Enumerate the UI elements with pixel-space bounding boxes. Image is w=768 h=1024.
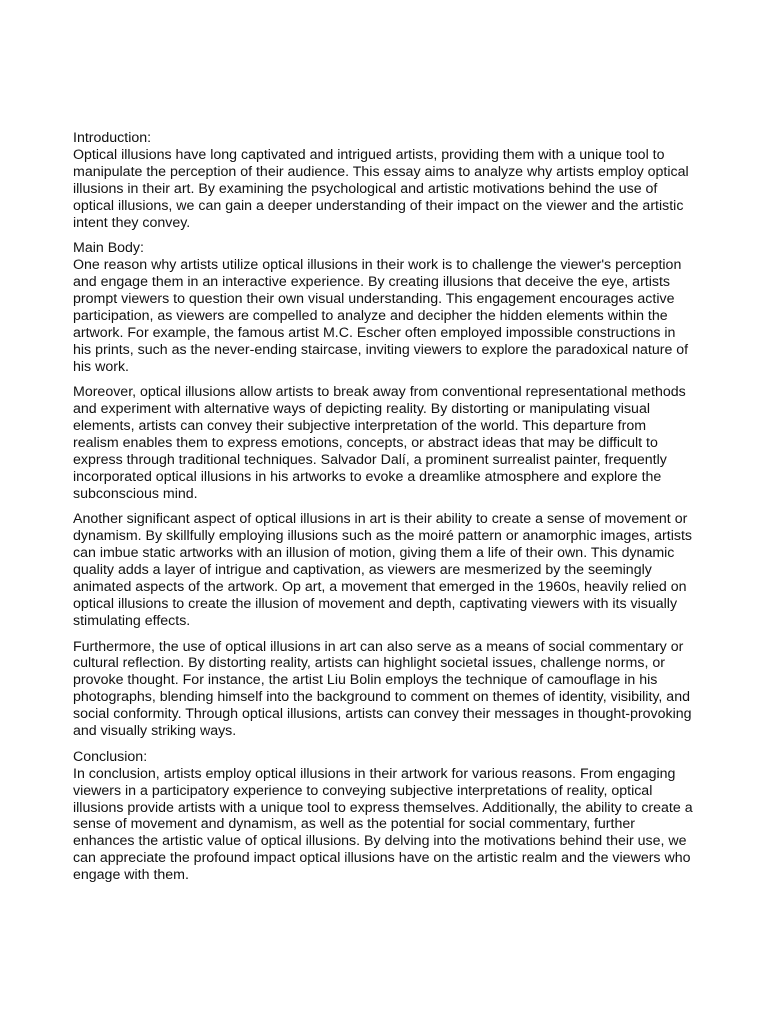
introduction-section	[73, 130, 695, 231]
main-body-heading: Main Body:	[73, 240, 144, 257]
conclusion-text: In conclusion, artists employ optical illusions in their artwork for various reasons. From engaging viewers in a participatory experience to conveying subjective interpretations of reality, optical illusions provide artists with a unique tool to express themselves. Additionally, the ability to create a sense of movement and dynamism, as well as the potential for social commentary, further enhances the artistic value of optical illusions. By delving into the motivations behind their use, we can appreciate the profound impact optical illusions have on the artistic realm and the viewers who engage with them.	[73, 765, 693, 884]
main-body-paragraph-2: Moreover, optical illusions allow artists to break away from conventional representational methods and experiment with alternative ways of depicting reality. By distorting or manipulating visual elements, artists can convey their subjective interpretation of the world. This departure from realism enables them to express emotions, concepts, or abstract ideas that may be difficult to express through traditional techniques. Salvador Dalí, a prominent surrealist painter, frequently incorporated optical illusions in his artworks to evoke a dreamlike atmosphere and explore the subconscious mind.	[73, 384, 686, 502]
main-body-paragraph-1: One reason why artists utilize optical illusions in their work is to challenge the viewer's perception and engage them in an interactive experience. By creating illusions that deceive the eye, artists prompt viewers to question their own visual understanding. This engagement encourages active participation, as viewers are compelled to analyze and decipher the hidden elements within the artwork. For example, the famous artist M.C. Escher often employed impossible constructions in his prints, such as the never-ending staircase, inviting viewers to explore the paradoxical nature of his work.	[73, 257, 689, 375]
conclusion-heading: Conclusion:	[73, 748, 148, 765]
conclusion-section	[73, 749, 695, 884]
introduction-text: Optical illusions have long captivated and intrigued artists, providing them with a unique tool to manipulate the perception of their audience. This essay aims to analyze why artists employ optical illusions in their art. By examining the psychological and artistic motivations behind the use of optical illusions, we can gain a deeper understanding of their impact on the viewer and the artistic intent they convey.	[73, 146, 689, 231]
main-body-section-1	[73, 240, 695, 375]
introduction-heading: Introduction:	[73, 130, 152, 146]
main-body-paragraph-4: Furthermore, the use of optical illusions in art can also serve as a means of social commentary or cultural reflection. By distorting reality, artists can highlight societal issues, challenge norms, or provoke thought. For instance, the artist Liu Bolin employs the technique of camouflage in his photographs, blending himself into the background to comment on themes of identity, visibility, and social conformity. Through optical illusions, artists can convey their messages in thought-provoking and visually striking ways.	[73, 638, 692, 740]
document-page	[73, 130, 695, 893]
main-body-paragraph-3: Another significant aspect of optical illusions in art is their ability to create a sense of movement or dynamism. By skillfully employing illusions such as the moiré pattern or anamorphic images, artists can imbue static artworks with an illusion of motion, giving them a life of their own. This dynamic quality adds a layer of intrigue and captivation, as viewers are mesmerized by the seemingly animated aspects of the artwork. Op art, a movement that emerged in the 1960s, heavily relied on optical illusions to create the illusion of movement and depth, captivating viewers with its visually stimulating effects.	[73, 511, 692, 629]
